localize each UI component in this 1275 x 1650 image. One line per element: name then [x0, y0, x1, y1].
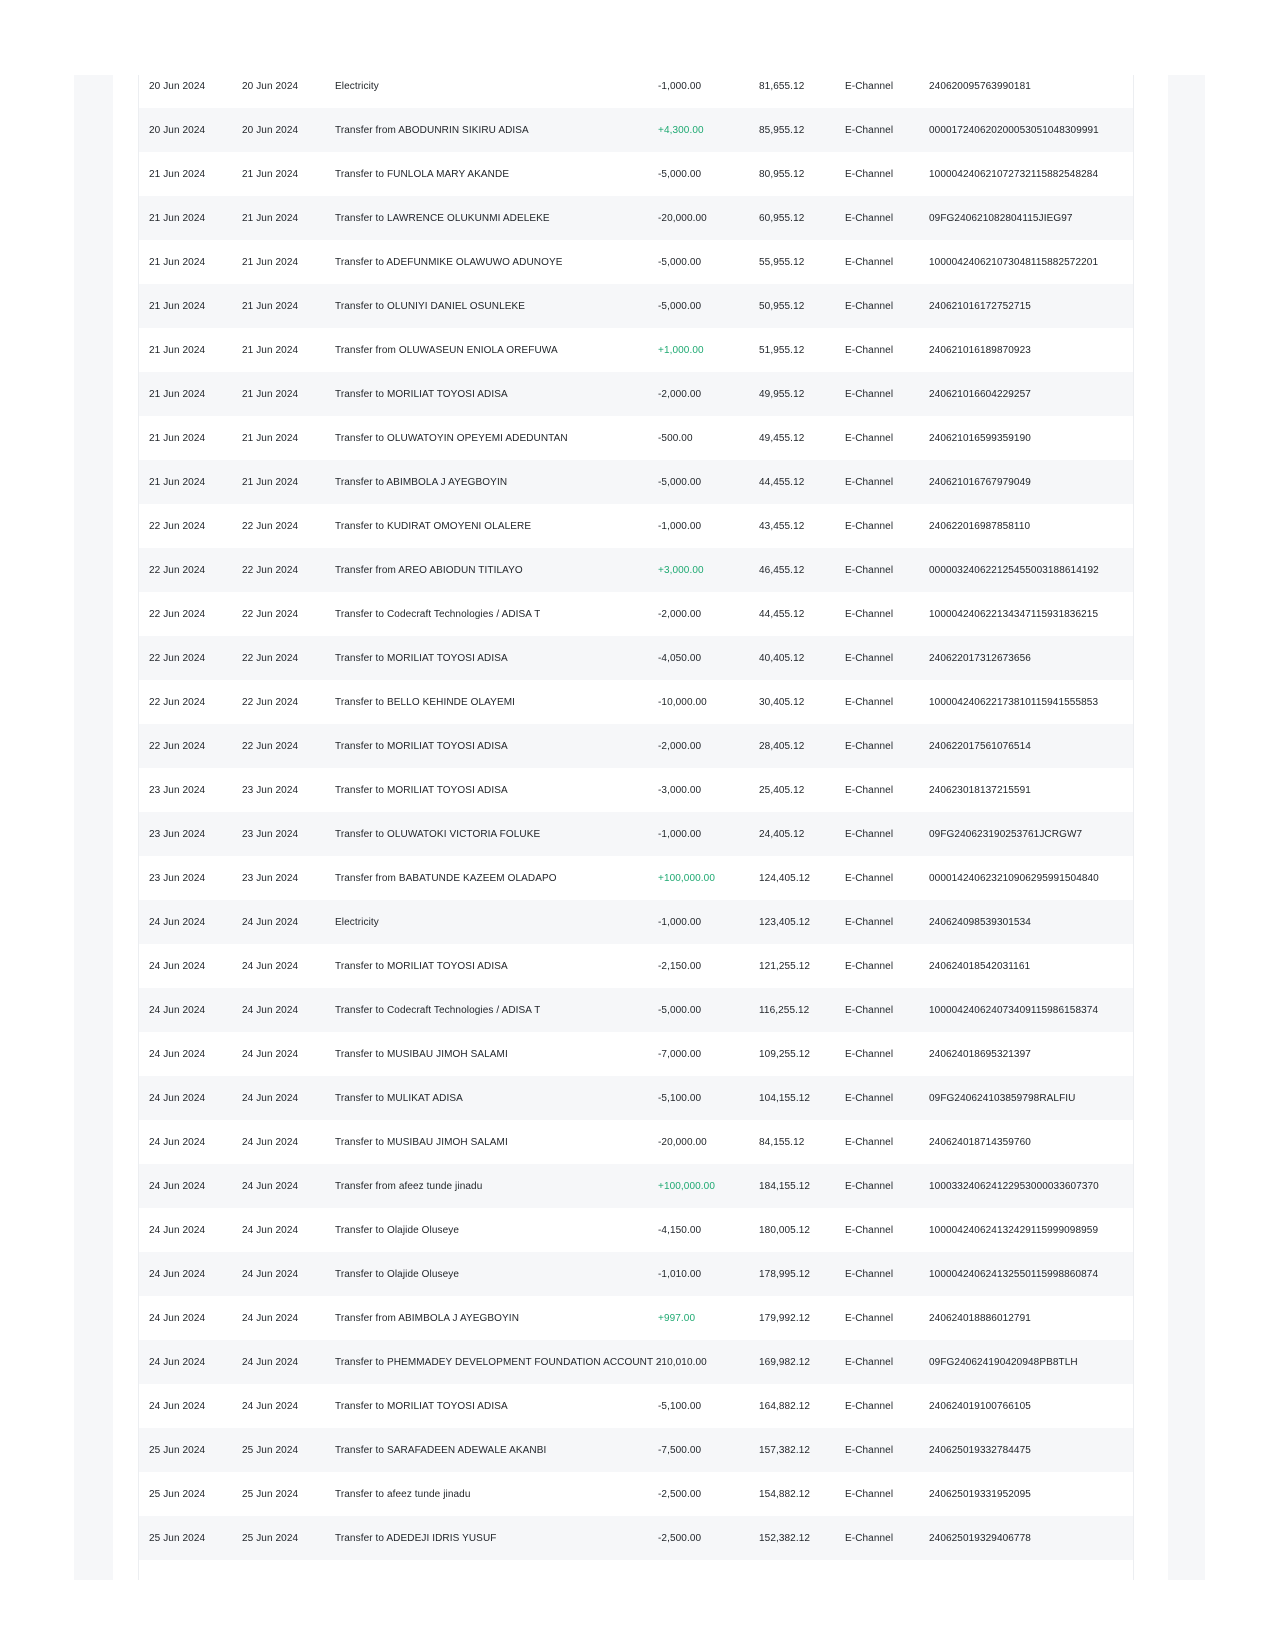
transaction-channel: E-Channel — [845, 1356, 894, 1368]
table-row — [139, 1120, 1133, 1164]
transaction-amount: -5,000.00 — [658, 1004, 702, 1016]
transaction-channel: E-Channel — [845, 344, 894, 356]
table-row — [139, 1384, 1133, 1428]
transaction-reference: 100004240622173810115941555853 — [929, 696, 1099, 708]
table-row — [139, 988, 1133, 1032]
transaction-description: Transfer to MORILIAT TOYOSI ADISA — [335, 388, 508, 400]
running-balance: 80,955.12 — [759, 168, 805, 180]
running-balance: 152,382.12 — [759, 1532, 811, 1544]
table-row — [139, 1516, 1133, 1560]
running-balance: 109,255.12 — [759, 1048, 811, 1060]
transaction-reference: 000003240622125455003188614192 — [929, 564, 1099, 576]
transaction-reference: 240620095763990181 — [929, 80, 1031, 92]
table-row — [139, 1164, 1133, 1208]
transaction-date: 23 Jun 2024 — [149, 872, 206, 884]
transaction-date: 24 Jun 2024 — [149, 1136, 206, 1148]
transaction-date: 24 Jun 2024 — [149, 1004, 206, 1016]
transaction-amount: -4,150.00 — [658, 1224, 702, 1236]
running-balance: 44,455.12 — [759, 476, 805, 488]
transaction-channel: E-Channel — [845, 1312, 894, 1324]
transaction-date: 22 Jun 2024 — [149, 608, 206, 620]
transaction-description: Transfer to SARAFADEEN ADEWALE AKANBI — [335, 1444, 547, 1456]
running-balance: 50,955.12 — [759, 300, 805, 312]
running-balance: 25,405.12 — [759, 784, 805, 796]
transaction-description: Transfer to ADEDEJI IDRIS YUSUF — [335, 1532, 497, 1544]
running-balance: 46,455.12 — [759, 564, 805, 576]
running-balance: 121,255.12 — [759, 960, 811, 972]
value-date: 24 Jun 2024 — [242, 1048, 299, 1060]
transaction-amount: +4,300.00 — [658, 124, 704, 136]
transaction-description: Transfer to MUSIBAU JIMOH SALAMI — [335, 1136, 508, 1148]
transaction-date: 24 Jun 2024 — [149, 916, 206, 928]
transaction-amount: +100,000.00 — [658, 1180, 715, 1192]
transaction-channel: E-Channel — [845, 80, 894, 92]
transaction-amount: -2,500.00 — [658, 1488, 702, 1500]
value-date: 24 Jun 2024 — [242, 1312, 299, 1324]
transaction-description: Transfer from OLUWASEUN ENIOLA OREFUWA — [335, 344, 558, 356]
value-date: 21 Jun 2024 — [242, 256, 299, 268]
transaction-description: Transfer to ADEFUNMIKE OLAWUWO ADUNOYE — [335, 256, 563, 268]
transaction-description: Transfer from ABIMBOLA J AYEGBOYIN — [335, 1312, 520, 1324]
transaction-channel: E-Channel — [845, 564, 894, 576]
running-balance: 179,992.12 — [759, 1312, 811, 1324]
transaction-reference: 100004240624073409115986158374 — [929, 1004, 1099, 1016]
table-row — [139, 196, 1133, 240]
transaction-amount: -5,000.00 — [658, 300, 702, 312]
running-balance: 51,955.12 — [759, 344, 805, 356]
transaction-description: Transfer to BELLO KEHINDE OLAYEMI — [335, 696, 516, 708]
transaction-channel: E-Channel — [845, 1444, 894, 1456]
transaction-date: 21 Jun 2024 — [149, 476, 206, 488]
transaction-reference: 240621016599359190 — [929, 432, 1031, 444]
value-date: 24 Jun 2024 — [242, 1004, 299, 1016]
value-date: 21 Jun 2024 — [242, 212, 299, 224]
transaction-reference: 09FG240624190420948PB8TLH — [929, 1356, 1078, 1368]
transaction-date: 21 Jun 2024 — [149, 256, 206, 268]
transaction-description: Electricity — [335, 916, 379, 928]
transaction-date: 23 Jun 2024 — [149, 784, 206, 796]
running-balance: 124,405.12 — [759, 872, 811, 884]
value-date: 22 Jun 2024 — [242, 652, 299, 664]
table-row — [139, 812, 1133, 856]
value-date: 24 Jun 2024 — [242, 1092, 299, 1104]
transaction-amount: -5,000.00 — [658, 476, 702, 488]
transaction-reference: 240621016189870923 — [929, 344, 1031, 356]
transaction-amount: -1,000.00 — [658, 520, 702, 532]
transaction-channel: E-Channel — [845, 1092, 894, 1104]
table-row — [139, 1032, 1133, 1076]
value-date: 20 Jun 2024 — [242, 124, 299, 136]
transaction-reference: 000014240623210906295991504840 — [929, 872, 1099, 884]
transaction-description: Transfer to Olajide Oluseye — [335, 1268, 460, 1280]
transaction-amount: -2,000.00 — [658, 740, 702, 752]
transaction-description: Transfer from AREO ABIODUN TITILAYO — [335, 564, 523, 576]
transaction-description: Transfer to MORILIAT TOYOSI ADISA — [335, 784, 508, 796]
value-date: 24 Jun 2024 — [242, 1224, 299, 1236]
running-balance: 55,955.12 — [759, 256, 805, 268]
transaction-reference: 09FG240621082804115JIEG97 — [929, 212, 1073, 224]
table-row — [139, 240, 1133, 284]
table-row — [139, 548, 1133, 592]
table-row — [139, 504, 1133, 548]
value-date: 21 Jun 2024 — [242, 344, 299, 356]
transaction-date: 23 Jun 2024 — [149, 828, 206, 840]
table-row — [139, 152, 1133, 196]
running-balance: 30,405.12 — [759, 696, 805, 708]
transaction-description: Transfer to MUSIBAU JIMOH SALAMI — [335, 1048, 508, 1060]
table-row — [139, 1208, 1133, 1252]
transaction-date: 24 Jun 2024 — [149, 1048, 206, 1060]
transaction-channel: E-Channel — [845, 652, 894, 664]
transaction-channel: E-Channel — [845, 256, 894, 268]
transaction-description: Transfer to MORILIAT TOYOSI ADISA — [335, 652, 508, 664]
transaction-amount: +997.00 — [658, 1312, 696, 1324]
value-date: 22 Jun 2024 — [242, 564, 299, 576]
table-row — [139, 900, 1133, 944]
transaction-amount: -5,000.00 — [658, 256, 702, 268]
transaction-description: Transfer to MULIKAT ADISA — [335, 1092, 463, 1104]
transaction-amount: -7,500.00 — [658, 1444, 702, 1456]
transaction-date: 24 Jun 2024 — [149, 1180, 206, 1192]
value-date: 23 Jun 2024 — [242, 828, 299, 840]
table-row — [139, 592, 1133, 636]
transaction-amount: -5,100.00 — [658, 1092, 702, 1104]
table-row — [139, 856, 1133, 900]
value-date: 22 Jun 2024 — [242, 608, 299, 620]
transaction-amount: +3,000.00 — [658, 564, 704, 576]
transaction-channel: E-Channel — [845, 1004, 894, 1016]
transaction-date: 21 Jun 2024 — [149, 212, 206, 224]
transaction-reference: 240624018542031161 — [929, 960, 1031, 972]
table-row — [139, 944, 1133, 988]
transaction-channel: E-Channel — [845, 1268, 894, 1280]
transaction-amount: -20,000.00 — [658, 212, 707, 224]
transaction-amount: -7,000.00 — [658, 1048, 702, 1060]
transaction-amount: -1,010.00 — [658, 1268, 702, 1280]
transaction-channel: E-Channel — [845, 740, 894, 752]
transaction-description: Transfer to LAWRENCE OLUKUNMI ADELEKE — [335, 212, 550, 224]
running-balance: 43,455.12 — [759, 520, 805, 532]
transaction-description: Transfer to Codecraft Technologies / ADISA T — [335, 1004, 541, 1016]
running-balance: 24,405.12 — [759, 828, 805, 840]
transaction-date: 22 Jun 2024 — [149, 564, 206, 576]
table-row — [139, 460, 1133, 504]
transaction-channel: E-Channel — [845, 916, 894, 928]
table-row — [139, 108, 1133, 152]
transaction-date: 22 Jun 2024 — [149, 740, 206, 752]
running-balance: 116,255.12 — [759, 1004, 810, 1016]
transaction-description: Transfer to Codecraft Technologies / ADISA T — [335, 608, 541, 620]
transaction-channel: E-Channel — [845, 124, 894, 136]
transaction-amount: -10,010.00 — [658, 1356, 707, 1368]
transaction-date: 25 Jun 2024 — [149, 1532, 206, 1544]
transaction-channel: E-Channel — [845, 1400, 894, 1412]
transaction-date: 25 Jun 2024 — [149, 1444, 206, 1456]
transaction-channel: E-Channel — [845, 828, 894, 840]
transaction-reference: 240624018695321397 — [929, 1048, 1031, 1060]
table-row — [139, 372, 1133, 416]
transaction-reference: 000017240620200053051048309991 — [929, 124, 1099, 136]
transaction-channel: E-Channel — [845, 1180, 894, 1192]
transaction-amount: -4,050.00 — [658, 652, 702, 664]
table-row — [139, 636, 1133, 680]
transaction-description: Transfer to FUNLOLA MARY AKANDE — [335, 168, 510, 180]
transaction-reference: 240625019329406778 — [929, 1532, 1031, 1544]
running-balance: 164,882.12 — [759, 1400, 811, 1412]
right-margin-band — [1168, 75, 1205, 1580]
transaction-amount: -20,000.00 — [658, 1136, 707, 1148]
running-balance: 169,982.12 — [759, 1356, 811, 1368]
transaction-date: 22 Jun 2024 — [149, 520, 206, 532]
transaction-reference: 240624098539301534 — [929, 916, 1031, 928]
transaction-amount: -5,100.00 — [658, 1400, 702, 1412]
transaction-reference: 240621016172752715 — [929, 300, 1031, 312]
transaction-description: Transfer to OLUWATOYIN OPEYEMI ADEDUNTAN — [335, 432, 568, 444]
left-margin-band — [74, 75, 113, 1580]
table-row — [139, 1296, 1133, 1340]
transaction-date: 20 Jun 2024 — [149, 80, 206, 92]
transaction-amount: -2,000.00 — [658, 608, 702, 620]
value-date: 20 Jun 2024 — [242, 80, 299, 92]
value-date: 22 Jun 2024 — [242, 740, 299, 752]
transaction-date: 21 Jun 2024 — [149, 388, 206, 400]
transaction-reference: 240621016767979049 — [929, 476, 1031, 488]
value-date: 23 Jun 2024 — [242, 784, 299, 796]
transaction-channel: E-Channel — [845, 212, 894, 224]
value-date: 24 Jun 2024 — [242, 1136, 299, 1148]
running-balance: 178,995.12 — [759, 1268, 811, 1280]
running-balance: 40,405.12 — [759, 652, 805, 664]
transaction-channel: E-Channel — [845, 1488, 894, 1500]
transaction-date: 21 Jun 2024 — [149, 300, 206, 312]
value-date: 22 Jun 2024 — [242, 520, 299, 532]
transaction-description: Transfer to MORILIAT TOYOSI ADISA — [335, 1400, 508, 1412]
transaction-amount: +1,000.00 — [658, 344, 704, 356]
table-row — [139, 1472, 1133, 1516]
table-row — [139, 680, 1133, 724]
transaction-amount: -1,000.00 — [658, 916, 702, 928]
transaction-amount: -2,000.00 — [658, 388, 702, 400]
transaction-date: 22 Jun 2024 — [149, 696, 206, 708]
transaction-amount: -1,000.00 — [658, 80, 702, 92]
transaction-description: Transfer from afeez tunde jinadu — [335, 1180, 483, 1192]
transaction-reference: 240625019332784475 — [929, 1444, 1031, 1456]
transaction-date: 21 Jun 2024 — [149, 168, 206, 180]
table-row — [139, 284, 1133, 328]
table-row — [139, 1076, 1133, 1120]
value-date: 24 Jun 2024 — [242, 1400, 299, 1412]
transaction-date: 24 Jun 2024 — [149, 960, 206, 972]
value-date: 25 Jun 2024 — [242, 1444, 299, 1456]
transaction-amount: -500.00 — [658, 432, 693, 444]
transaction-description: Transfer to MORILIAT TOYOSI ADISA — [335, 740, 508, 752]
value-date: 24 Jun 2024 — [242, 916, 299, 928]
running-balance: 104,155.12 — [759, 1092, 811, 1104]
transaction-channel: E-Channel — [845, 872, 894, 884]
transaction-description: Transfer from BABATUNDE KAZEEM OLADAPO — [335, 872, 557, 884]
transaction-description: Transfer to OLUNIYI DANIEL OSUNLEKE — [335, 300, 526, 312]
transaction-amount: -10,000.00 — [658, 696, 707, 708]
running-balance: 154,882.12 — [759, 1488, 811, 1500]
transaction-reference: 240624018714359760 — [929, 1136, 1031, 1148]
value-date: 21 Jun 2024 — [242, 476, 299, 488]
value-date: 25 Jun 2024 — [242, 1488, 299, 1500]
running-balance: 157,382.12 — [759, 1444, 811, 1456]
transaction-channel: E-Channel — [845, 1048, 894, 1060]
table-row — [139, 416, 1133, 460]
value-date: 24 Jun 2024 — [242, 1180, 299, 1192]
table-row — [139, 1428, 1133, 1472]
transaction-channel: E-Channel — [845, 696, 894, 708]
transaction-description: Electricity — [335, 80, 379, 92]
value-date: 21 Jun 2024 — [242, 388, 299, 400]
transaction-channel: E-Channel — [845, 388, 894, 400]
transaction-channel: E-Channel — [845, 476, 894, 488]
table-row — [139, 768, 1133, 812]
table-row — [139, 724, 1133, 768]
transaction-date: 24 Jun 2024 — [149, 1092, 206, 1104]
running-balance: 84,155.12 — [759, 1136, 805, 1148]
transaction-reference: 240624019100766105 — [929, 1400, 1031, 1412]
transaction-channel: E-Channel — [845, 168, 894, 180]
transaction-reference: 100004240621072732115882548284 — [929, 168, 1099, 180]
transaction-channel: E-Channel — [845, 784, 894, 796]
transaction-date: 25 Jun 2024 — [149, 1488, 206, 1500]
transaction-date: 20 Jun 2024 — [149, 124, 206, 136]
value-date: 24 Jun 2024 — [242, 1356, 299, 1368]
running-balance: 123,405.12 — [759, 916, 811, 928]
transaction-channel: E-Channel — [845, 432, 894, 444]
transaction-reference: 100004240624132550115998860874 — [929, 1268, 1099, 1280]
value-date: 24 Jun 2024 — [242, 1268, 299, 1280]
transaction-channel: E-Channel — [845, 1532, 894, 1544]
transaction-date: 22 Jun 2024 — [149, 652, 206, 664]
running-balance: 49,955.12 — [759, 388, 805, 400]
transaction-reference: 100033240624122953000033607370 — [929, 1180, 1099, 1192]
transaction-reference: 240624018886012791 — [929, 1312, 1031, 1324]
transaction-description: Transfer to KUDIRAT OMOYENI OLALERE — [335, 520, 532, 532]
transaction-reference: 09FG240624103859798RALFIU — [929, 1092, 1076, 1104]
transaction-reference: 240623018137215591 — [929, 784, 1031, 796]
transaction-amount: -5,000.00 — [658, 168, 702, 180]
transaction-date: 24 Jun 2024 — [149, 1312, 206, 1324]
transaction-description: Transfer to MORILIAT TOYOSI ADISA — [335, 960, 508, 972]
transaction-reference: 100004240621073048115882572201 — [929, 256, 1099, 268]
transaction-date: 21 Jun 2024 — [149, 344, 206, 356]
transaction-amount: -2,150.00 — [658, 960, 702, 972]
transaction-description: Transfer to PHEMMADEY DEVELOPMENT FOUNDATION ACCOUNT 2 — [335, 1356, 662, 1368]
transaction-description: Transfer to afeez tunde jinadu — [335, 1488, 471, 1500]
transaction-description: Transfer from ABODUNRIN SIKIRU ADISA — [335, 124, 529, 136]
transaction-description: Transfer to ABIMBOLA J AYEGBOYIN — [335, 476, 508, 488]
value-date: 23 Jun 2024 — [242, 872, 299, 884]
transaction-date: 21 Jun 2024 — [149, 432, 206, 444]
value-date: 24 Jun 2024 — [242, 960, 299, 972]
transaction-description: Transfer to OLUWATOKI VICTORIA FOLUKE — [335, 828, 541, 840]
transaction-reference: 240622017561076514 — [929, 740, 1031, 752]
value-date: 22 Jun 2024 — [242, 696, 299, 708]
table-row — [139, 1340, 1133, 1384]
value-date: 21 Jun 2024 — [242, 168, 299, 180]
running-balance: 81,655.12 — [759, 80, 805, 92]
running-balance: 60,955.12 — [759, 212, 805, 224]
transaction-date: 24 Jun 2024 — [149, 1400, 206, 1412]
value-date: 25 Jun 2024 — [242, 1532, 299, 1544]
transaction-channel: E-Channel — [845, 608, 894, 620]
transaction-date: 24 Jun 2024 — [149, 1268, 206, 1280]
transaction-reference: 100004240624132429115999098959 — [929, 1224, 1099, 1236]
transaction-reference: 100004240622134347115931836215 — [929, 608, 1099, 620]
transaction-table — [139, 64, 1133, 1560]
running-balance: 44,455.12 — [759, 608, 805, 620]
table-row — [139, 1252, 1133, 1296]
transaction-reference: 240625019331952095 — [929, 1488, 1031, 1500]
running-balance: 85,955.12 — [759, 124, 805, 136]
value-date: 21 Jun 2024 — [242, 300, 299, 312]
transaction-reference: 240621016604229257 — [929, 388, 1031, 400]
transaction-description: Transfer to Olajide Oluseye — [335, 1224, 460, 1236]
transaction-date: 24 Jun 2024 — [149, 1224, 206, 1236]
table-row — [139, 64, 1133, 108]
running-balance: 180,005.12 — [759, 1224, 811, 1236]
running-balance: 28,405.12 — [759, 740, 805, 752]
transaction-channel: E-Channel — [845, 520, 894, 532]
transaction-date: 24 Jun 2024 — [149, 1356, 206, 1368]
value-date: 21 Jun 2024 — [242, 432, 299, 444]
transaction-channel: E-Channel — [845, 960, 894, 972]
transaction-amount: -2,500.00 — [658, 1532, 702, 1544]
transaction-channel: E-Channel — [845, 1224, 894, 1236]
transaction-reference: 240622016987858110 — [929, 520, 1031, 532]
transaction-channel: E-Channel — [845, 300, 894, 312]
transaction-reference: 240622017312673656 — [929, 652, 1031, 664]
transaction-channel: E-Channel — [845, 1136, 894, 1148]
transaction-amount: -3,000.00 — [658, 784, 702, 796]
transaction-amount: +100,000.00 — [658, 872, 715, 884]
table-row — [139, 328, 1133, 372]
running-balance: 184,155.12 — [759, 1180, 811, 1192]
transaction-reference: 09FG240623190253761JCRGW7 — [929, 828, 1083, 840]
running-balance: 49,455.12 — [759, 432, 805, 444]
transaction-amount: -1,000.00 — [658, 828, 702, 840]
